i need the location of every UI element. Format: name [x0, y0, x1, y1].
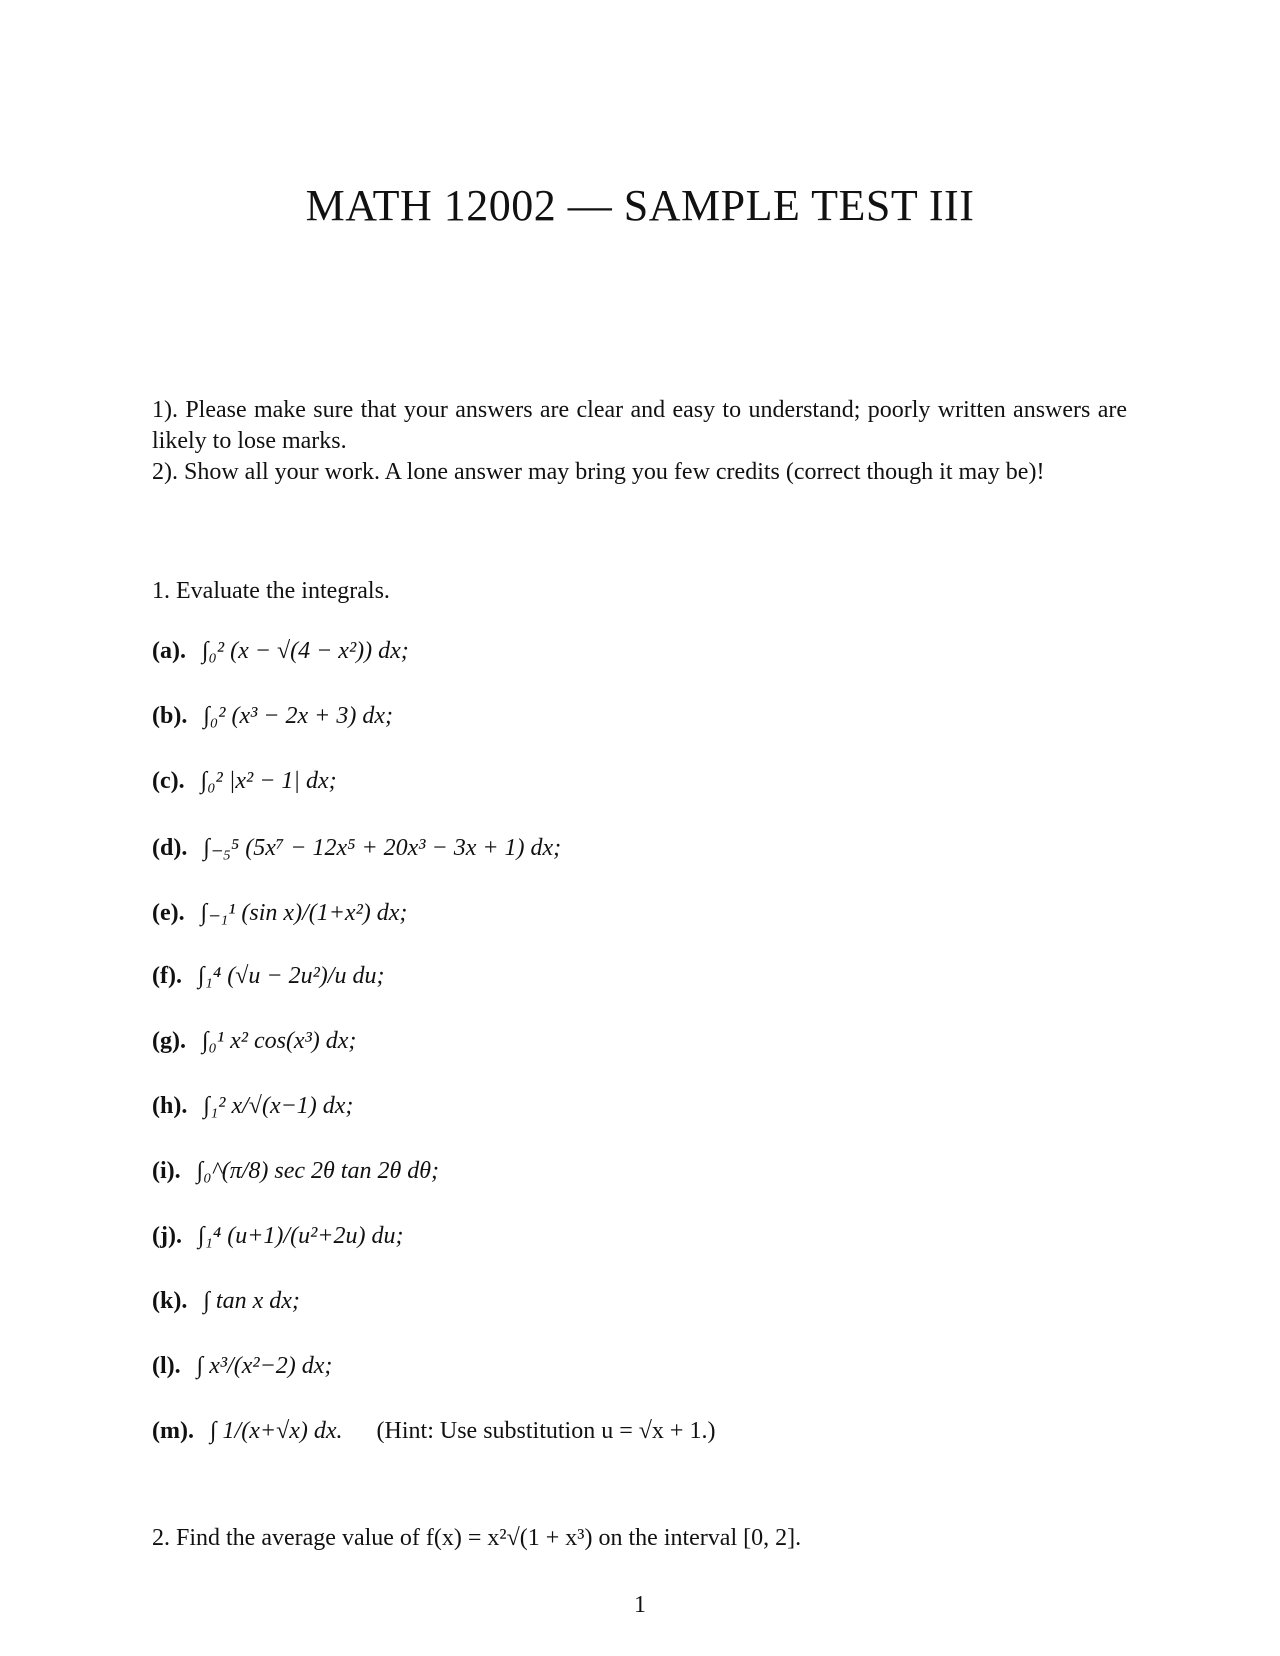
integral-expression: ∫₀^(π/8) sec 2θ tan 2θ dθ; [196, 1158, 440, 1184]
question-1-prompt: 1. Evaluate the integrals. [152, 578, 390, 604]
instructions [152, 395, 1127, 488]
page-number: 1 [634, 1592, 646, 1618]
item-label: (g). [152, 1028, 186, 1054]
integral-a [152, 638, 409, 665]
integral-expression: ∫₁⁴ (u+1)/(u²+2u) du; [197, 1223, 404, 1249]
integral-h [152, 1093, 353, 1120]
page-title: MATH 12002 — SAMPLE TEST III [305, 181, 975, 230]
integral-expression: ∫₋₅⁵ (5x⁷ − 12x⁵ + 20x³ − 3x + 1) dx; [203, 835, 562, 861]
integral-c [152, 768, 337, 795]
item-label: (h). [152, 1093, 188, 1119]
item-label: (k). [152, 1288, 188, 1314]
item-label: (b). [152, 703, 188, 729]
integral-l [152, 1353, 332, 1380]
item-label: (l). [152, 1353, 181, 1379]
integral-expression: ∫ x³/(x²−2) dx; [196, 1353, 333, 1379]
instruction-2: 2). Show all your work. A lone answer may bring you few credits (correct though it may be)! [152, 459, 1045, 485]
item-label: (f). [152, 963, 182, 989]
item-label: (m). [152, 1418, 194, 1444]
integral-expression: ∫ 1/(x+√x) dx. [209, 1418, 343, 1444]
item-label: (d). [152, 835, 188, 861]
integral-f [152, 963, 384, 990]
integral-i [152, 1158, 439, 1185]
item-label: (a). [152, 638, 186, 664]
integral-expression: ∫₀¹ x² cos(x³) dx; [201, 1028, 357, 1054]
integral-b [152, 703, 393, 730]
item-label: (c). [152, 768, 185, 794]
integral-expression: ∫₀² (x³ − 2x + 3) dx; [203, 703, 393, 729]
item-label: (j). [152, 1223, 182, 1249]
integral-expression: ∫₋₁¹ (sin x)/(1+x²) dx; [200, 900, 408, 926]
item-label: (i). [152, 1158, 181, 1184]
integral-g [152, 1028, 356, 1055]
integral-expression: ∫₁⁴ (√u − 2u²)/u du; [197, 963, 385, 989]
integral-k [152, 1288, 300, 1315]
question-2-text: 2. Find the average value of f(x) = x²√(1 + x³) on the interval [0, 2]. [152, 1525, 802, 1551]
integral-expression: ∫ tan x dx; [203, 1288, 300, 1314]
integral-expression: ∫₀² |x² − 1| dx; [200, 768, 337, 794]
integral-e [152, 898, 407, 927]
integral-expression: ∫₁² x/√(x−1) dx; [203, 1093, 354, 1119]
integral-j [152, 1223, 403, 1250]
instruction-1: 1). Please make sure that your answers are clear and easy to understand; poorly written answers are likely to lose marks. [152, 397, 1127, 454]
item-label: (e). [152, 900, 185, 926]
integral-m [152, 1418, 715, 1445]
substitution-hint: (Hint: Use substitution u = √x + 1.) [376, 1418, 716, 1444]
integral-expression: ∫₀² (x − √(4 − x²)) dx; [201, 638, 409, 664]
integral-d [152, 833, 561, 862]
